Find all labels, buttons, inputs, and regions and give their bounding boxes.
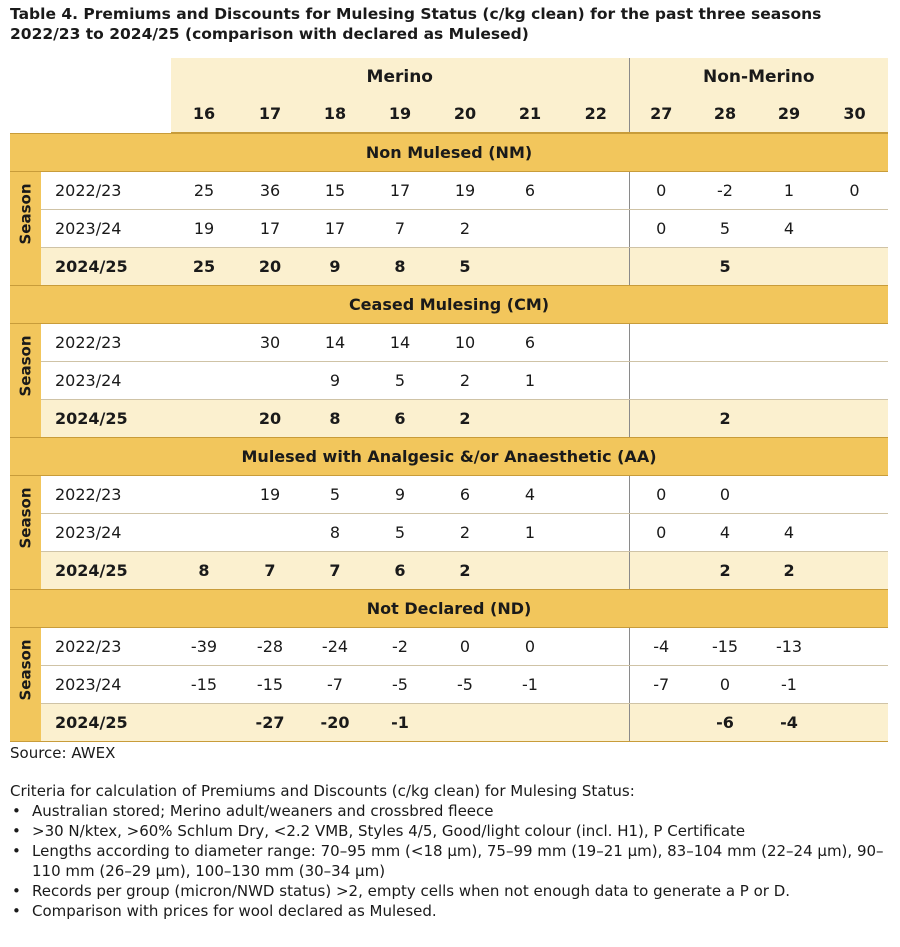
value-cell [821,514,888,552]
value-cell [563,666,629,704]
value-cell: 7 [367,210,433,248]
value-cell: -7 [629,666,693,704]
value-cell: -13 [757,628,821,666]
season-label-text: Season [16,638,35,700]
value-cell [497,400,563,438]
section-header-row [10,286,888,324]
value-cell: 14 [367,324,433,362]
value-cell: 10 [433,324,497,362]
table-row [10,400,888,438]
value-cell: 0 [433,628,497,666]
value-cell [629,248,693,286]
table-row [10,704,888,742]
value-cell [757,476,821,514]
value-cell [497,210,563,248]
value-cell: 17 [367,172,433,210]
season-label [10,324,41,438]
value-cell [629,324,693,362]
criteria-heading: Criteria for calculation of Premiums and Discounts (c/kg clean) for Mulesing Status: [10,782,635,800]
value-cell [497,704,563,742]
value-cell [629,362,693,400]
value-cell: 1 [497,362,563,400]
value-cell [171,362,237,400]
value-cell: -4 [629,628,693,666]
season-label-text: Season [16,486,35,548]
section-title: Not Declared (ND) [10,590,888,628]
value-cell: 5 [693,248,757,286]
table-row [10,210,888,248]
value-cell [171,400,237,438]
micron-header-cell: 20 [433,95,497,133]
value-cell: 20 [237,400,303,438]
season-year-cell: 2022/23 [41,324,171,362]
value-cell: 4 [497,476,563,514]
value-cell: 25 [171,248,237,286]
value-cell: 9 [367,476,433,514]
season-label-text: Season [16,334,35,396]
criteria-list [10,801,895,921]
value-cell [171,704,237,742]
premiums-table [10,58,888,742]
value-cell: 7 [303,552,367,590]
value-cell [171,476,237,514]
season-year-cell: 2022/23 [41,476,171,514]
value-cell: 17 [303,210,367,248]
section-title: Ceased Mulesing (CM) [10,286,888,324]
value-cell [237,514,303,552]
value-cell: 5 [303,476,367,514]
table-row [10,324,888,362]
value-cell [757,324,821,362]
season-label [10,476,41,590]
season-year-cell: 2024/25 [41,552,171,590]
value-cell [563,210,629,248]
value-cell: 6 [497,324,563,362]
value-cell: 14 [303,324,367,362]
value-cell [563,476,629,514]
value-cell: 9 [303,362,367,400]
value-cell: 4 [757,514,821,552]
value-cell [821,248,888,286]
value-cell: 5 [693,210,757,248]
value-cell [629,400,693,438]
value-cell: 25 [171,172,237,210]
section-header-row [10,590,888,628]
section-header-row [10,438,888,476]
value-cell: 6 [367,552,433,590]
value-cell: 4 [757,210,821,248]
season-year-cell: 2024/25 [41,704,171,742]
criteria-item: • Australian stored; Merino adult/weaners and crossbred fleece [10,801,895,821]
season-label [10,172,41,286]
value-cell: 36 [237,172,303,210]
value-cell [497,552,563,590]
micron-header-cell: 22 [563,95,629,133]
non-merino-group-header: Non-Merino [629,58,888,95]
value-cell: -1 [757,666,821,704]
micron-header-cell: 27 [629,95,693,133]
value-cell: 8 [171,552,237,590]
value-cell [563,704,629,742]
season-year-cell: 2023/24 [41,666,171,704]
value-cell: -5 [367,666,433,704]
value-cell: 0 [497,628,563,666]
value-cell: -39 [171,628,237,666]
value-cell [821,704,888,742]
table-row [10,628,888,666]
value-cell [629,704,693,742]
value-cell: -27 [237,704,303,742]
value-cell: 0 [629,514,693,552]
table-row [10,552,888,590]
table-row [10,514,888,552]
season-year-cell: 2023/24 [41,362,171,400]
value-cell [821,666,888,704]
value-cell [821,628,888,666]
value-cell: -15 [171,666,237,704]
value-cell [563,628,629,666]
value-cell: 2 [757,552,821,590]
value-cell [563,362,629,400]
value-cell: 19 [237,476,303,514]
value-cell: 9 [303,248,367,286]
value-cell: 6 [433,476,497,514]
micron-header-cell: 30 [821,95,888,133]
value-cell: 0 [693,476,757,514]
value-cell [757,362,821,400]
section-header-row [10,133,888,172]
value-cell: 8 [367,248,433,286]
value-cell: -28 [237,628,303,666]
micron-header-cell: 29 [757,95,821,133]
micron-header-cell: 21 [497,95,563,133]
season-label [10,628,41,742]
value-cell: 0 [821,172,888,210]
season-year-cell: 2023/24 [41,210,171,248]
value-cell: 2 [433,514,497,552]
season-year-cell: 2022/23 [41,628,171,666]
value-cell: 19 [433,172,497,210]
source-note: Source: AWEX [10,744,116,762]
value-cell: 15 [303,172,367,210]
value-cell: -24 [303,628,367,666]
value-cell: 0 [629,172,693,210]
micron-header-cell: 19 [367,95,433,133]
table-row [10,666,888,704]
value-cell [563,324,629,362]
value-cell [693,324,757,362]
value-cell: 2 [693,400,757,438]
group-header-row [10,58,888,95]
season-year-cell: 2024/25 [41,400,171,438]
section-title: Mulesed with Analgesic &/or Anaesthetic (AA) [10,438,888,476]
micron-header-cell: 16 [171,95,237,133]
criteria-item: • Records per group (micron/NWD status) >2, empty cells when not enough data to generate a P or D. [10,881,895,901]
value-cell [433,704,497,742]
value-cell: 6 [367,400,433,438]
criteria-item: • Comparison with prices for wool declared as Mulesed. [10,901,895,921]
micron-header-cell: 28 [693,95,757,133]
value-cell: 5 [433,248,497,286]
value-cell: -2 [367,628,433,666]
value-cell: -2 [693,172,757,210]
criteria-item: • >30 N/ktex, >60% Schlum Dry, <2.2 VMB, Styles 4/5, Good/light colour (incl. H1), P Certificate [10,821,895,841]
section-title: Non Mulesed (NM) [10,133,888,172]
value-cell [563,552,629,590]
criteria-item: • Lengths according to diameter range: 70–95 mm (<18 µm), 75–99 mm (19–21 µm), 83–104 mm (22–24 µm), 90–110 mm (26–29 µm), 100–130 mm (30–34 µm) [10,841,895,881]
value-cell [821,324,888,362]
value-cell: -1 [497,666,563,704]
value-cell [821,476,888,514]
value-cell: 7 [237,552,303,590]
value-cell: 30 [237,324,303,362]
value-cell [757,400,821,438]
micron-header-cell: 17 [237,95,303,133]
value-cell: 2 [433,552,497,590]
value-cell: 6 [497,172,563,210]
value-cell [171,514,237,552]
value-cell [497,248,563,286]
table-row [10,362,888,400]
value-cell [757,248,821,286]
value-cell [821,362,888,400]
merino-group-header: Merino [171,58,629,95]
value-cell: 2 [433,362,497,400]
value-cell: 20 [237,248,303,286]
value-cell: 5 [367,362,433,400]
season-year-cell: 2024/25 [41,248,171,286]
value-cell [821,400,888,438]
value-cell: 0 [629,210,693,248]
value-cell: 17 [237,210,303,248]
value-cell [821,552,888,590]
value-cell: 19 [171,210,237,248]
value-cell: 8 [303,514,367,552]
value-cell [171,324,237,362]
value-cell: -15 [693,628,757,666]
value-cell [563,172,629,210]
value-cell [563,400,629,438]
value-cell [237,362,303,400]
table-title: Table 4. Premiums and Discounts for Mulesing Status (c/kg clean) for the past three seasons 2022/23 to 2024/25 (comparison with declared as Mulesed) [10,5,822,43]
value-cell: -5 [433,666,497,704]
value-cell: 1 [757,172,821,210]
value-cell: 2 [693,552,757,590]
micron-header-cell: 18 [303,95,367,133]
micron-header-row [10,95,888,133]
value-cell: -6 [693,704,757,742]
table-row [10,476,888,514]
value-cell [563,514,629,552]
table-row [10,248,888,286]
value-cell: -20 [303,704,367,742]
table-row [10,172,888,210]
value-cell: 8 [303,400,367,438]
value-cell: 0 [629,476,693,514]
value-cell: -15 [237,666,303,704]
season-year-cell: 2023/24 [41,514,171,552]
value-cell [693,362,757,400]
value-cell [563,248,629,286]
value-cell [821,210,888,248]
season-year-cell: 2022/23 [41,172,171,210]
value-cell: 2 [433,400,497,438]
value-cell: -7 [303,666,367,704]
value-cell [629,552,693,590]
value-cell: 1 [497,514,563,552]
value-cell: -1 [367,704,433,742]
season-label-text: Season [16,182,35,244]
value-cell: -4 [757,704,821,742]
value-cell: 0 [693,666,757,704]
value-cell: 2 [433,210,497,248]
criteria-block [10,781,895,921]
value-cell: 4 [693,514,757,552]
value-cell: 5 [367,514,433,552]
